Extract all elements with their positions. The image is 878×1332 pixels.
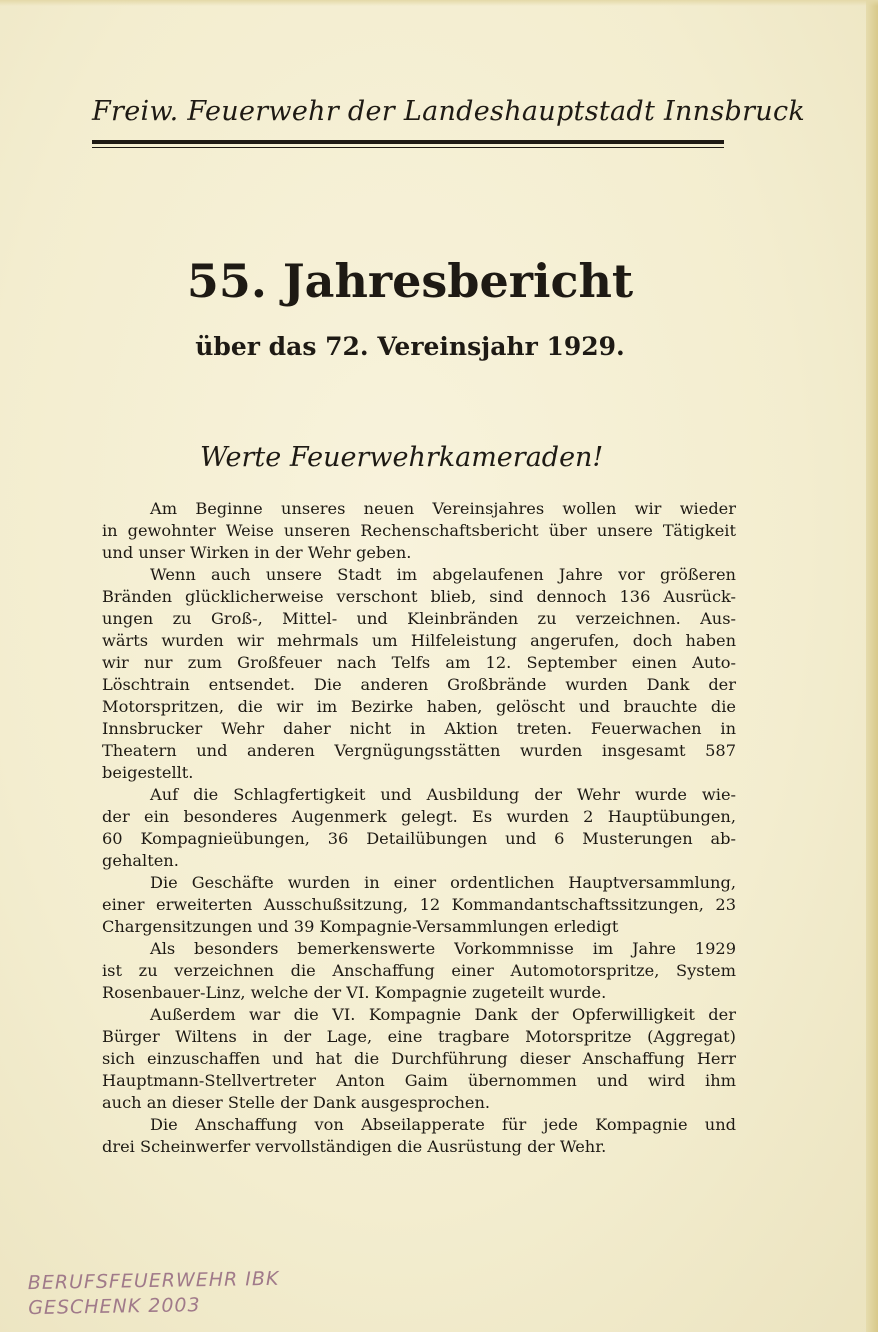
body-line: Innsbrucker Wehr daher nicht in Aktion treten. Feuerwachen in [102,719,736,738]
body-line: 60 Kompagnieübungen, 36 Detailübungen und 6 Musterungen ab- [102,829,736,848]
header-rule-thick [92,140,724,144]
body-line: ungen zu Groß-, Mittel- und Kleinbränden zu verzeichnen. Aus- [102,609,736,628]
body-line: auch an dieser Stelle der Dank ausgesprochen. [102,1093,491,1112]
body-line: wärts wurden wir mehrmals um Hilfeleistung angerufen, doch haben [102,631,736,650]
body-line: Hauptmann-Stellvertreter Anton Gaim übernommen und wird ihm [102,1071,736,1090]
body-line: Bränden glücklicherweise verschont blieb, sind dennoch 136 Ausrück- [102,587,736,606]
salutation: Werte Feuerwehrkameraden! [200,442,604,473]
body-line: Chargensitzungen und 39 Kompagnie-Versammlungen erledigt [102,917,619,936]
body-line: sich einzuschaffen und hat die Durchführung dieser Anschaffung Herr [102,1049,736,1068]
stamp-line-1: BERUFSFEUERWEHR IBK [27,1267,280,1295]
stamp-line-2: GESCHENK 2003 [28,1294,201,1320]
body-line: Die Geschäfte wurden in einer ordentlichen Hauptversammlung, [150,873,736,892]
body-line: Motorspritzen, die wir im Bezirke haben, gelöscht und brauchte die [102,697,736,716]
body-line: Als besonders bemerkenswerte Vorkommnisse im Jahre 1929 [150,939,736,958]
organization-header: Freiw. Feuerwehr der Landeshauptstadt Innsbruck [92,96,806,127]
body-line: in gewohnter Weise unseren Rechenschaftsbericht über unsere Tätigkeit [102,521,736,540]
body-line: wir nur zum Großfeuer nach Telfs am 12. September einen Auto- [102,653,736,672]
page-edge-shadow [866,0,878,1332]
body-line: Wenn auch unsere Stadt im abgelaufenen Jahre vor größeren [150,565,736,584]
archive-stamp [28,1265,389,1321]
body-line: Auf die Schlagfertigkeit und Ausbildung der Wehr wurde wie- [150,785,736,804]
body-line: Theatern und anderen Vergnügungsstätten wurden insgesamt 587 [102,741,736,760]
body-line: ist zu verzeichnen die Anschaffung einer Automotorspritze, System [102,961,736,980]
report-subtitle: über das 72. Vereinsjahr 1929. [195,332,625,361]
body-line: einer erweiterten Ausschußsitzung, 12 Kommandantschaftssitzungen, 23 [102,895,736,914]
body-line: Am Beginne unseres neuen Vereinsjahres wollen wir wieder [150,499,736,518]
body-line: Bürger Wiltens in der Lage, eine tragbare Motorspritze (Aggregat) [102,1027,736,1046]
body-line: der ein besonderes Augenmerk gelegt. Es wurden 2 Hauptübungen, [102,807,736,826]
body-line: drei Scheinwerfer vervollständigen die Ausrüstung der Wehr. [102,1137,607,1156]
body-line: Die Anschaffung von Abseilapperate für jede Kompagnie und [150,1115,736,1134]
body-line: Außerdem war die VI. Kompagnie Dank der Opferwilligkeit der [150,1005,736,1024]
body-line: beigestellt. [102,763,194,782]
body-line: gehalten. [102,851,179,870]
body-line: Löschtrain entsendet. Die anderen Großbrände wurden Dank der [102,675,736,694]
report-body [102,498,736,1158]
body-line: und unser Wirken in der Wehr geben. [102,543,412,562]
page-top-edge [0,0,878,6]
body-line: Rosenbauer-Linz, welche der VI. Kompagnie zugeteilt wurde. [102,983,607,1002]
report-title: 55. Jahresbericht [186,254,634,308]
header-rule-thin [92,147,724,148]
